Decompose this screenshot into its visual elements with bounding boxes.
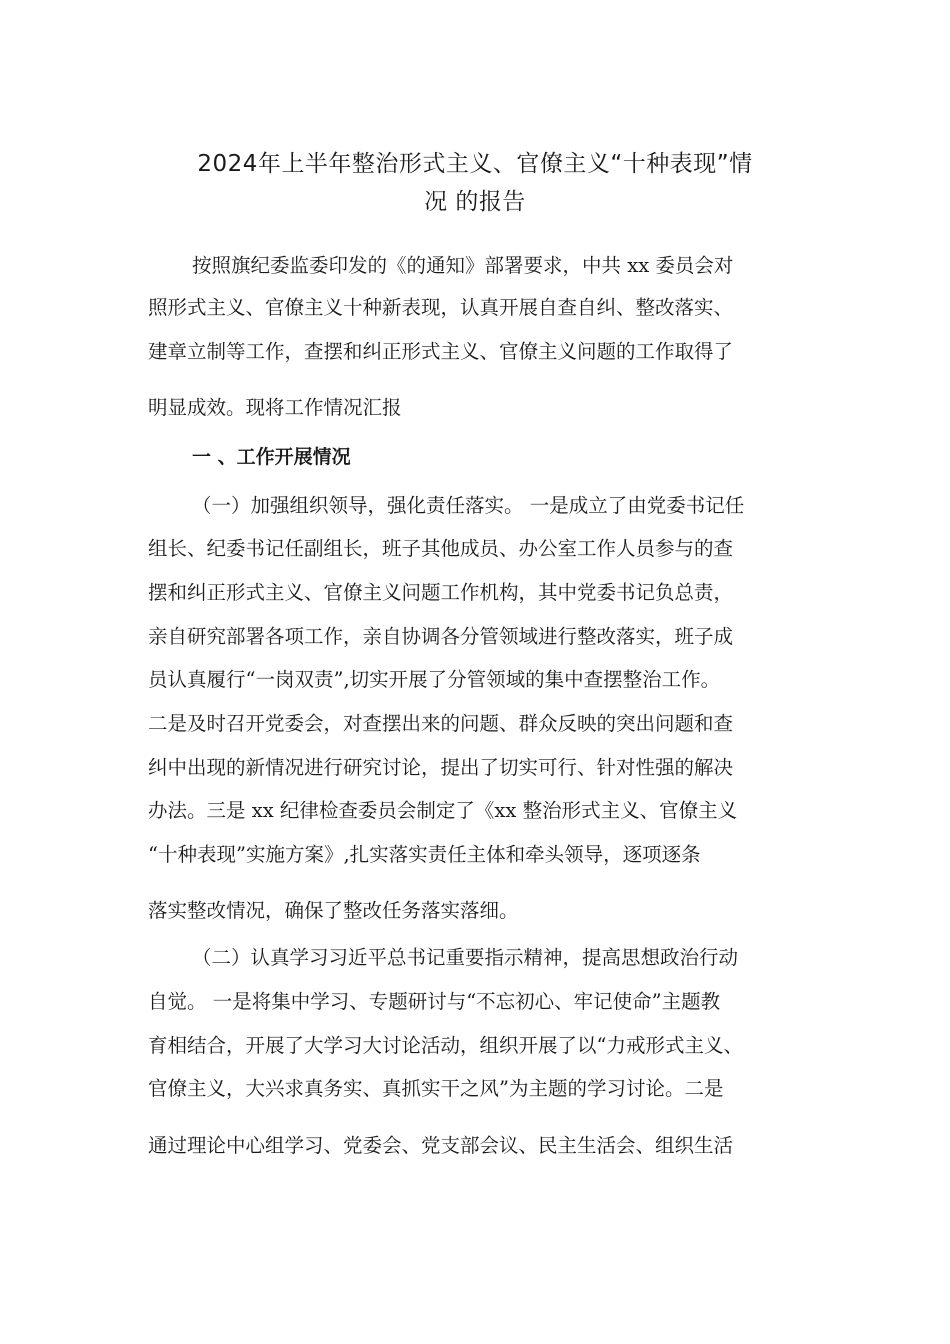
paragraph-line: 亲自研究部署各项工作，亲自协调各分管领域进行整改落实，班子成 xyxy=(148,625,734,648)
paragraph-line: 组长、纪委书记任副组长，班子其他成员、办公室工作人员参与的查 xyxy=(148,537,734,560)
paragraph-line: 通过理论中心组学习、党委会、党支部会议、民主生活会、组织生活 xyxy=(148,1134,734,1157)
intro-line: 按照旗纪委监委印发的《的通知》部署要求，中共 xx 委员会对 xyxy=(192,254,734,277)
intro-line: 照形式主义、官僚主义十种新表现，认真开展自查自纠、整改落实、 xyxy=(148,296,734,319)
paragraph-line: 落实整改情况，确保了整改任务落实落细。 xyxy=(148,899,519,922)
section-heading: 一 、工作开展情况 xyxy=(192,446,351,468)
document-title-line-2: 况 的报告 xyxy=(424,189,526,215)
paragraph-line: （一）加强组织领导，强化责任落实。 一是成立了由党委书记任 xyxy=(192,494,745,517)
intro-line: 明显成效。现将工作情况汇报 xyxy=(148,396,402,419)
paragraph-line: 自觉。 一是将集中学习、专题研讨与“不忘初心、牢记使命”主题教 xyxy=(148,990,721,1013)
paragraph-line: 纠中出现的新情况进行研究讨论，提出了切实可行、针对性强的解决 xyxy=(148,756,734,779)
paragraph-line: 员认真履行“一岗双责”,切实开展了分管领域的集中查摆整治工作。 xyxy=(148,668,721,691)
document-title-line-1: 2024年上半年整治形式主义、官僚主义“十种表现”情 xyxy=(197,151,753,177)
paragraph-line: 办法。三是 xx 纪律检查委员会制定了《xx 整治形式主义、官僚主义 xyxy=(148,799,738,822)
paragraph-line: （二）认真学习习近平总书记重要指示精神，提高思想政治行动 xyxy=(192,946,739,969)
intro-line: 建章立制等工作，查摆和纠正形式主义、官僚主义问题的工作取得了 xyxy=(148,340,734,363)
paragraph-line: 二是及时召开党委会，对查摆出来的问题、群众反映的突出问题和查 xyxy=(148,712,734,735)
paragraph-line: “十种表现”实施方案》,扎实落实责任主体和牵头领导，逐项逐条 xyxy=(148,843,701,866)
paragraph-line: 育相结合，开展了大学习大讨论活动，组织开展了以“力戒形式主义、 xyxy=(148,1034,743,1057)
paragraph-line: 官僚主义，大兴求真务实、真抓实干之风”为主题的学习讨论。二是 xyxy=(148,1077,724,1100)
paragraph-line: 摆和纠正形式主义、官僚主义问题工作机构，其中党委书记负总责， xyxy=(148,581,734,604)
